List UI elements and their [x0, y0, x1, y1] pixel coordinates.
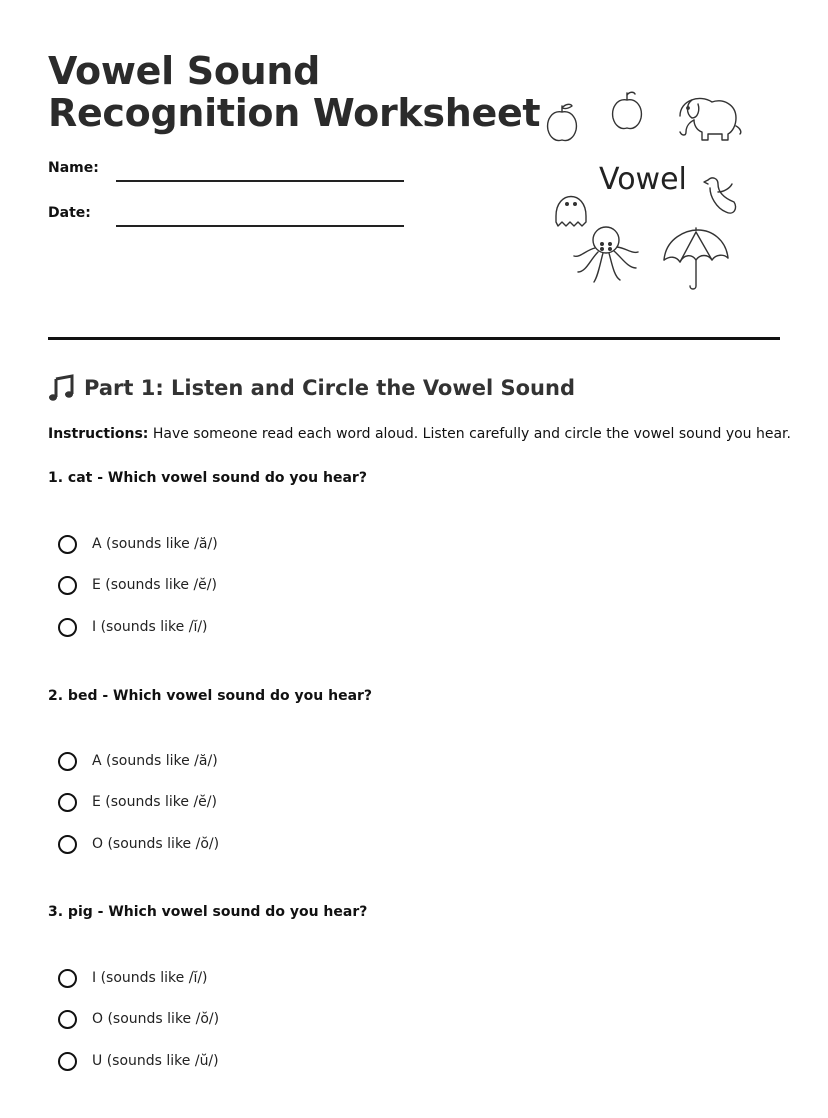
part-1-title	[48, 374, 575, 402]
question-1-option-i[interactable]	[58, 615, 208, 639]
question-3-option-i[interactable]	[58, 966, 208, 990]
option-label: O (sounds like /ŏ/)	[92, 836, 220, 852]
option-label: E (sounds like /ĕ/)	[92, 794, 217, 810]
radio-circle[interactable]	[58, 618, 77, 637]
option-label: U (sounds like /ŭ/)	[92, 1053, 219, 1069]
option-label: I (sounds like /ĭ/)	[92, 619, 208, 635]
music-note-icon	[48, 374, 74, 402]
radio-circle[interactable]	[58, 793, 77, 812]
radio-circle[interactable]	[58, 1010, 77, 1029]
question-3: 3. pig - Which vowel sound do you hear?	[48, 904, 368, 920]
eagle-icon	[704, 178, 736, 213]
question-2-option-e[interactable]	[58, 790, 217, 814]
question-2-option-o[interactable]	[58, 832, 219, 856]
vowel-illustration	[540, 88, 750, 298]
section-divider	[48, 337, 780, 340]
radio-circle[interactable]	[58, 752, 77, 771]
umbrella-icon	[664, 228, 728, 289]
title-line-2: Recognition Worksheet	[48, 91, 541, 135]
title-line-1: Vowel Sound	[48, 49, 321, 93]
apple-icon	[548, 104, 577, 140]
radio-circle[interactable]	[58, 535, 77, 554]
apple-icon	[613, 92, 642, 128]
date-field[interactable]	[116, 225, 404, 227]
radio-circle[interactable]	[58, 576, 77, 595]
question-3-option-u[interactable]	[58, 1049, 219, 1073]
question-2-option-a[interactable]	[58, 749, 218, 773]
radio-circle[interactable]	[58, 835, 77, 854]
elephant-icon	[680, 98, 741, 140]
vowel-word: Vowel	[599, 162, 687, 197]
instructions-label: Instructions:	[48, 426, 149, 442]
ghost-icon	[556, 197, 586, 227]
option-label: E (sounds like /ĕ/)	[92, 577, 217, 593]
option-label: A (sounds like /ă/)	[92, 753, 218, 769]
instructions-text: Have someone read each word aloud. Listen carefully and circle the vowel sound you hear.	[148, 426, 791, 442]
question-1: 1. cat - Which vowel sound do you hear?	[48, 470, 367, 486]
octopus-icon	[574, 227, 638, 282]
name-label: Name:	[48, 160, 99, 176]
date-label: Date:	[48, 205, 91, 221]
radio-circle[interactable]	[58, 1052, 77, 1071]
option-label: I (sounds like /ĭ/)	[92, 970, 208, 986]
worksheet-title	[48, 50, 540, 134]
question-1-option-a[interactable]	[58, 532, 218, 556]
question-2: 2. bed - Which vowel sound do you hear?	[48, 688, 373, 704]
part-1-title-text: Part 1: Listen and Circle the Vowel Sound	[84, 376, 575, 400]
name-field[interactable]	[116, 180, 404, 182]
question-3-option-o[interactable]	[58, 1007, 219, 1031]
option-label: O (sounds like /ŏ/)	[92, 1011, 220, 1027]
question-1-option-e[interactable]	[58, 573, 217, 597]
instructions	[48, 426, 791, 442]
option-label: A (sounds like /ă/)	[92, 536, 218, 552]
radio-circle[interactable]	[58, 969, 77, 988]
